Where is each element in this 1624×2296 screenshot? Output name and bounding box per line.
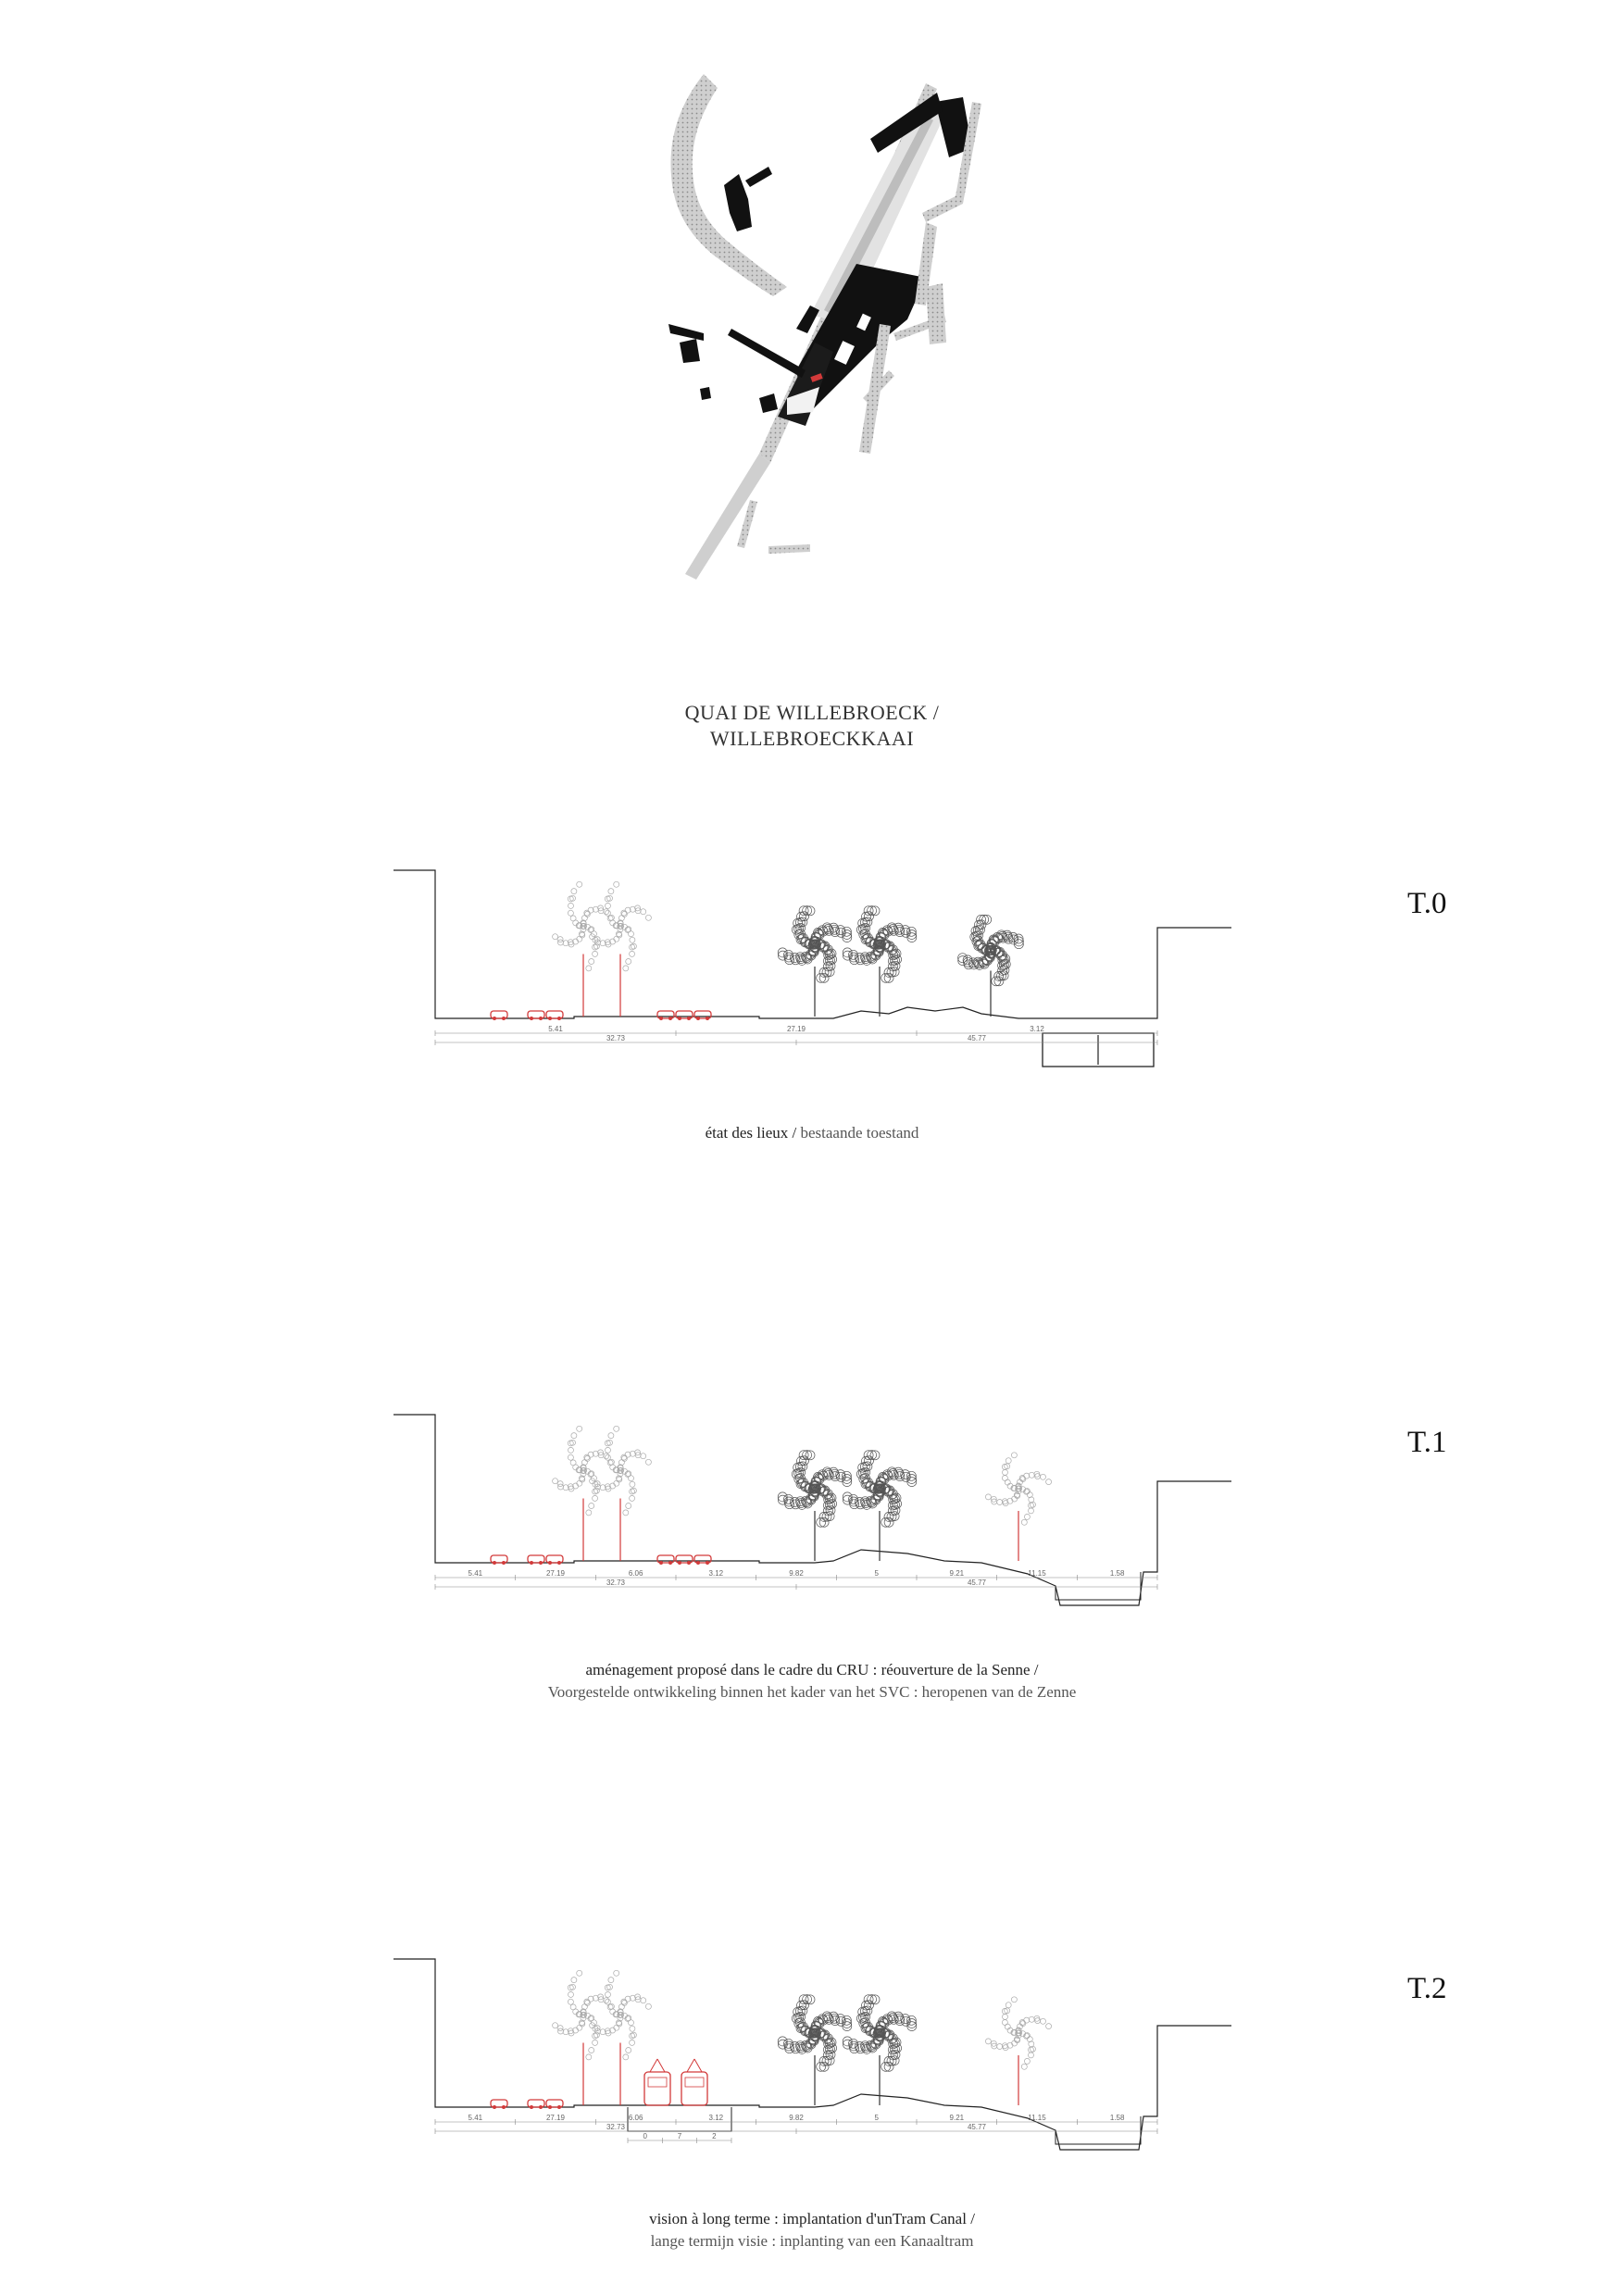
caption-nl-t2: lange termijn visie : inplanting van een Kanaaltram [650,2232,974,2250]
dimension-label: 9.82 [789,1569,804,1578]
dimension-label: 27.19 [545,2114,566,2122]
caption-fr-t2: vision à long terme : implantation d'unTram Canal / [649,2210,975,2227]
dimension-row-bottom [435,1034,1157,1045]
tree [778,1995,852,2105]
car [546,1011,563,1020]
dimension-row-tram [628,2132,731,2143]
section-drawing-t1 [389,1396,1250,1637]
car [491,1011,507,1020]
dimension-label: 0 [643,2132,647,2140]
dimension-label: 6.06 [628,1569,643,1578]
tree [778,906,852,1017]
car [528,1555,544,1565]
street-section-t0 [389,852,1250,1092]
dimension-label: 9.21 [949,1569,965,1578]
dimension-label: 45.77 [967,1034,987,1042]
caption-fr-t0: état des lieux [705,1124,789,1142]
section-label-t2: T.2 [1407,1972,1447,2005]
tram [644,2059,670,2105]
dimension-row-top [435,1025,1157,1036]
dimension-label: 3.12 [1030,1025,1044,1033]
tree [843,1451,917,1561]
dimension-row-top [435,2114,1157,2125]
street-section-t1 [389,1396,1250,1637]
dimension-label: 27.19 [786,1025,806,1033]
car [491,2100,507,2109]
dimension-label: 9.82 [789,2114,804,2122]
tree [778,1451,852,1561]
caption-nl-t1: Voorgestelde ontwikkeling binnen het kader van het SVC : heropenen van de Zenne [547,1683,1077,1701]
dimension-label: 9.21 [949,2114,965,2122]
tree [843,906,917,1017]
dimension-label: 32.73 [606,2123,626,2131]
section-title-line1: QUAI DE WILLEBROECK / [684,701,940,724]
tree [553,1426,615,1561]
car [657,1555,674,1565]
dimension-label: 27.19 [545,1569,566,1578]
section-label-t0: T.0 [1407,887,1447,920]
dimension-row-top [435,1569,1157,1580]
dimension-label: 45.77 [967,1578,987,1587]
ground-profile [394,1415,1231,1605]
site-plan [648,65,1000,583]
car [528,1011,544,1020]
dimension-label: 45.77 [967,2123,987,2131]
caption-fr-t1: aménagement proposé dans le cadre du CRU : réouverture de la Senne / [585,1661,1039,1678]
section-label-t1: T.1 [1407,1426,1447,1459]
dimension-label: 7 [677,2132,682,2140]
caption-t1 [0,1659,1624,1703]
car [657,1011,674,1020]
dimension-label: 5 [874,1569,879,1578]
tree [590,881,652,1017]
tree [985,1997,1051,2105]
caption-t2 [0,2208,1624,2252]
tree [553,881,615,1017]
tree [553,1970,615,2105]
dimension-label: 5 [874,2114,879,2122]
dimension-label: 32.73 [606,1034,626,1042]
tree [590,1970,652,2105]
dimension-label: 5.41 [548,1025,563,1033]
street-section-t2 [389,1940,1250,2181]
dimension-label: 3.12 [708,1569,724,1578]
tree [590,1426,652,1561]
car [694,1555,711,1565]
tram [681,2059,707,2105]
tree [843,1995,917,2105]
section-drawing-t2 [389,1940,1250,2181]
car [676,1555,693,1565]
dimension-label: 2 [712,2132,717,2140]
dimension-label: 32.73 [606,1578,626,1587]
ground-profile [394,1959,1231,2150]
caption-t0 [0,1122,1624,1144]
dimension-label: 11.15 [1028,2114,1046,2122]
car [676,1011,693,1020]
tree [958,915,1024,1017]
dimension-label: 11.15 [1028,1569,1046,1578]
section-title-line2: WILLEBROECKKAAI [709,727,915,750]
dimension-label: 5.41 [468,1569,483,1578]
dimension-label: 6.06 [628,2114,643,2122]
dimension-label: 5.41 [468,2114,483,2122]
dimension-label: 3.12 [708,2114,724,2122]
car [491,1555,507,1565]
caption-nl-t0: bestaande toestand [800,1124,919,1142]
section-drawing-t0 [389,852,1250,1092]
car [694,1011,711,1020]
tree [985,1453,1051,1561]
dimension-label: 1.58 [1109,2114,1125,2122]
dimension-row-bottom [435,1578,1157,1590]
car [546,2100,563,2109]
dimension-label: 1.58 [1109,1569,1125,1578]
caption-sep-t0: / [788,1124,801,1142]
dimension-row-bottom [435,2123,1157,2134]
car [546,1555,563,1565]
car [528,2100,544,2109]
